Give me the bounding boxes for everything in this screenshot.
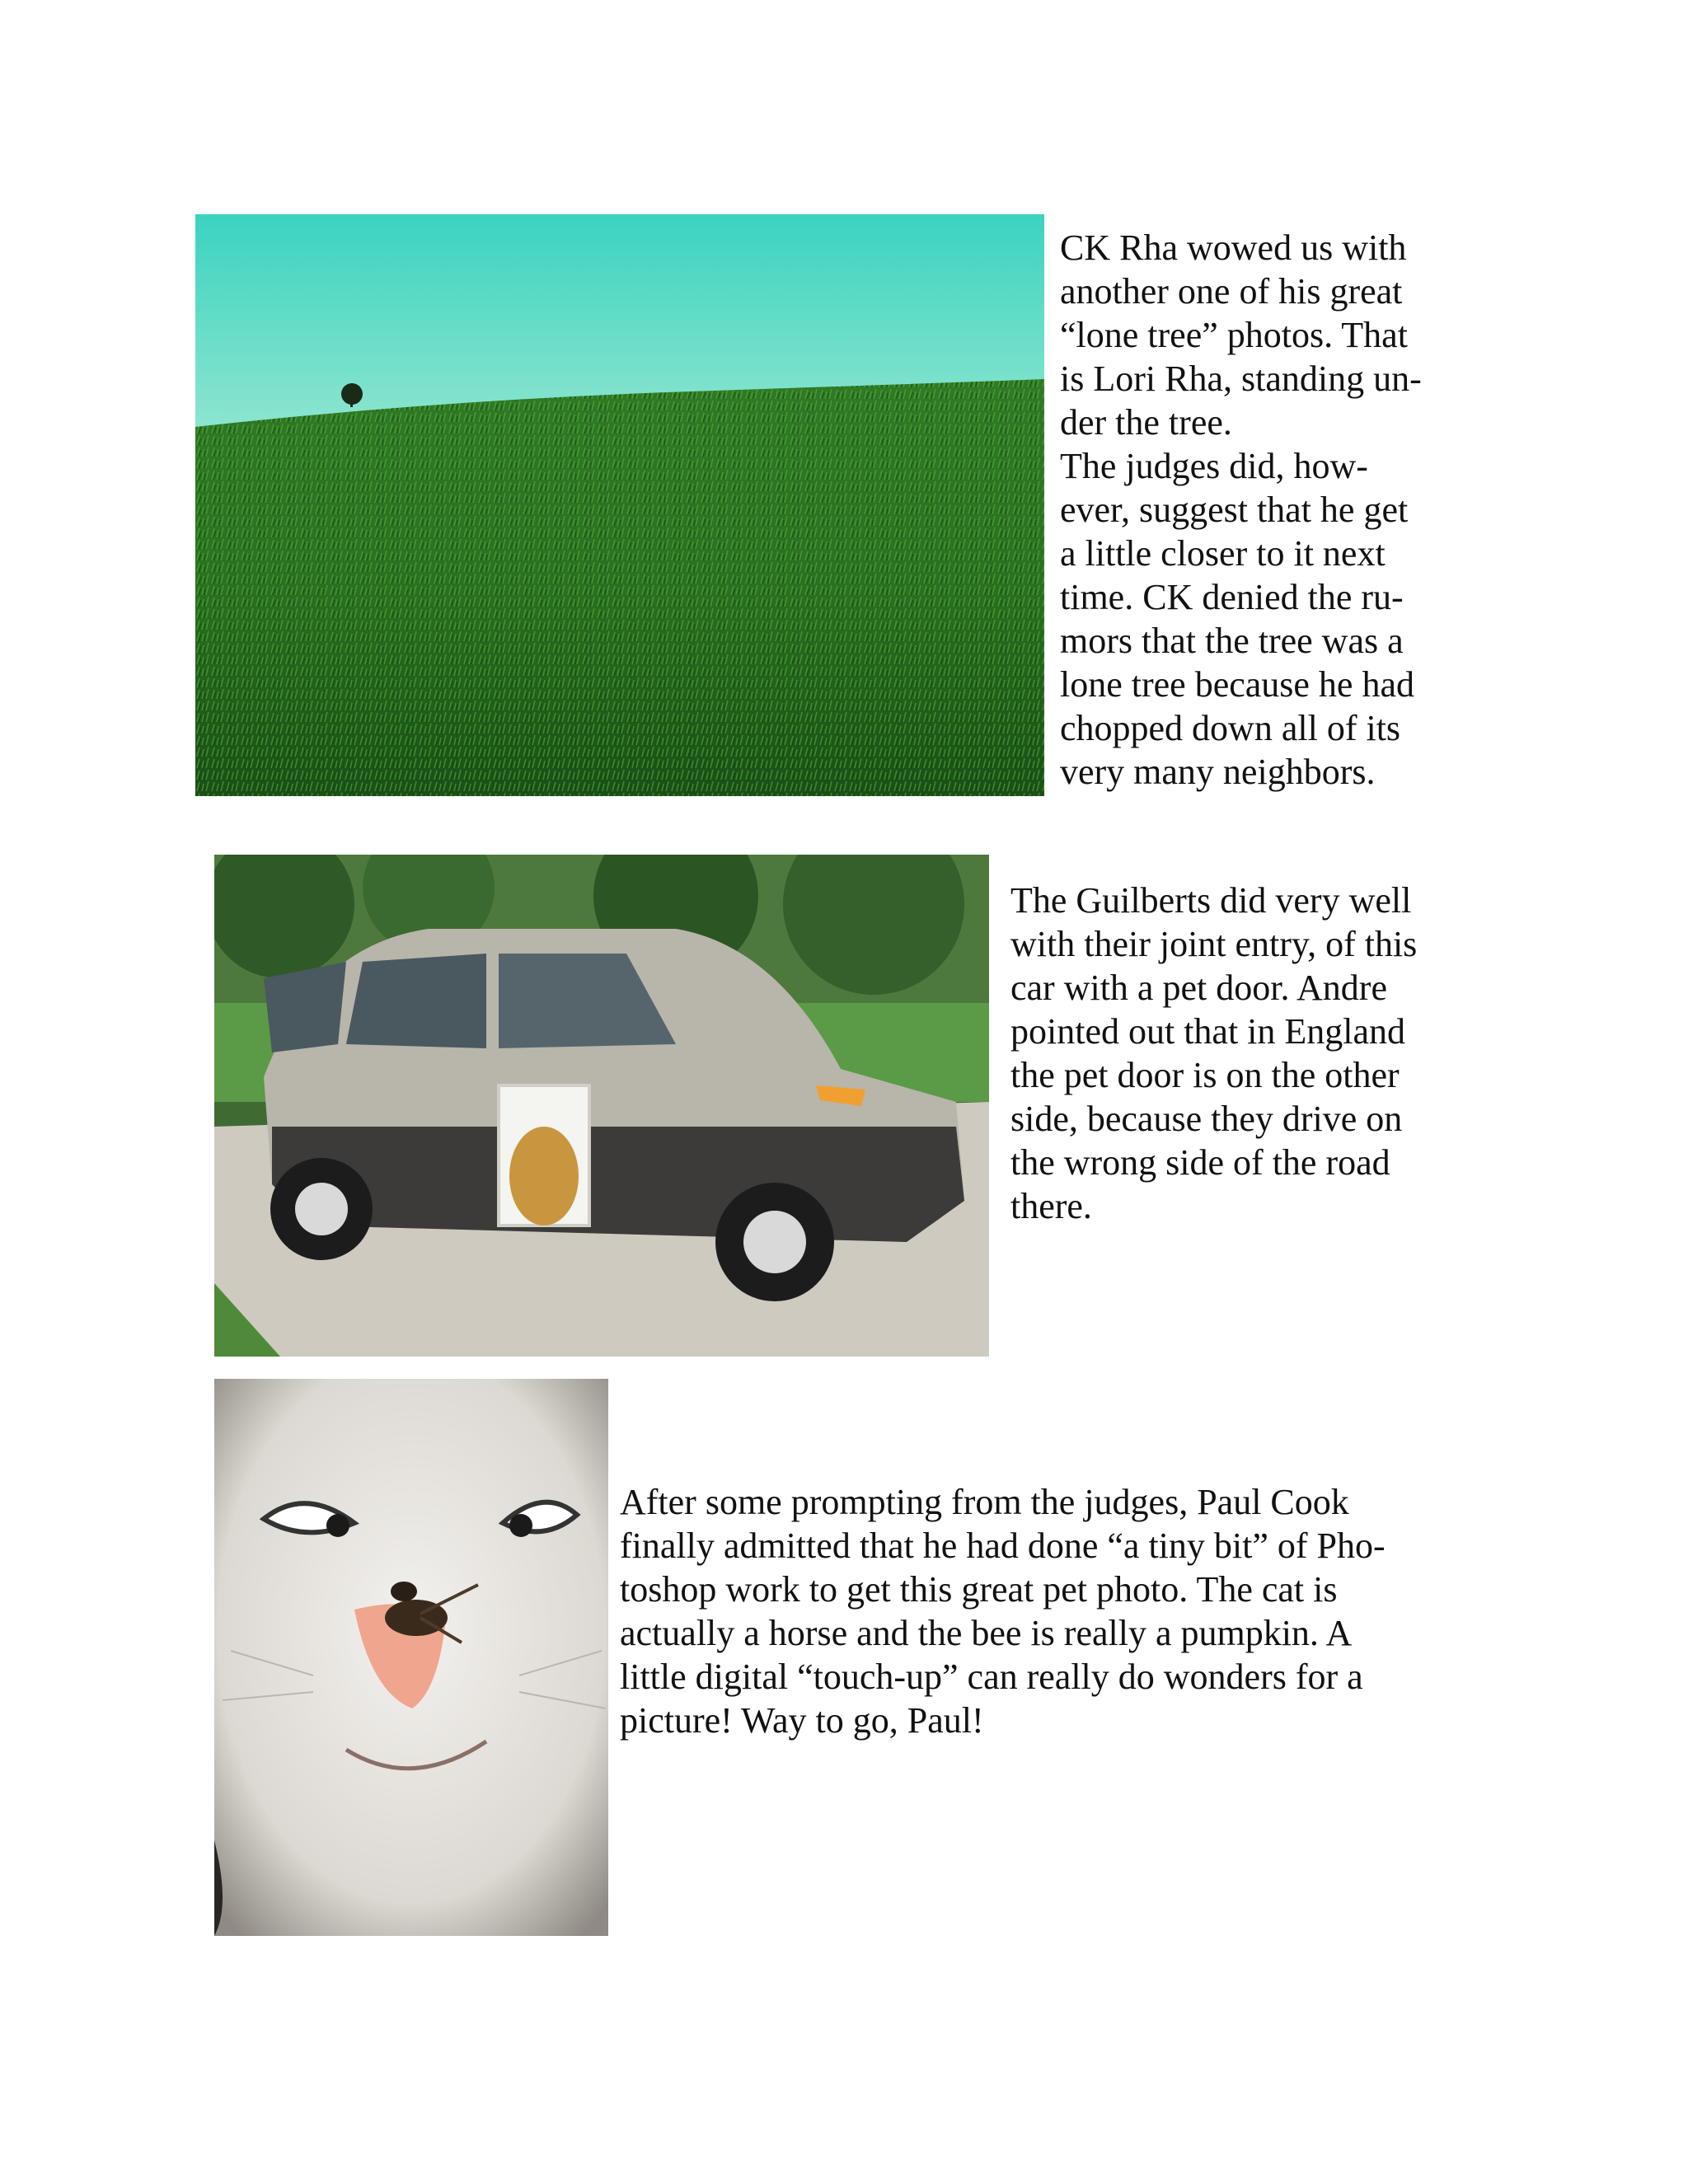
cat-with-bee-photo bbox=[214, 1379, 608, 1936]
car-photo-caption: The Guilberts did very well with their joint entry, of this car with a pet door. Andre pointed out that in England the pet door is on the other side, because they drive on the wrong side of the road there. bbox=[1010, 880, 1418, 1226]
field-with-lone-tree-photo bbox=[195, 214, 1044, 796]
car-with-pet-door-photo bbox=[214, 855, 989, 1357]
cat-photo-caption: After some prompting from the judges, Paul Cook finally admitted that he had done “a tiny bit” of Pho- toshop work to get this great pet photo. The cat is actually a horse and the bee is really a pumpkin. A little digital “touch-up” can really do wonders for a picture! Way to go, Paul! bbox=[620, 1482, 1386, 1741]
field-photo-caption: CK Rha wowed us with another one of his great “lone tree” photos. That is Lori Rha, standing un- der the tree. The judges did, how- ever, suggest that he get a little closer to it next time. CK denied the ru- mors that the tree was a lone tree because he had chopped down all of its very many neighbors. bbox=[1060, 227, 1422, 792]
